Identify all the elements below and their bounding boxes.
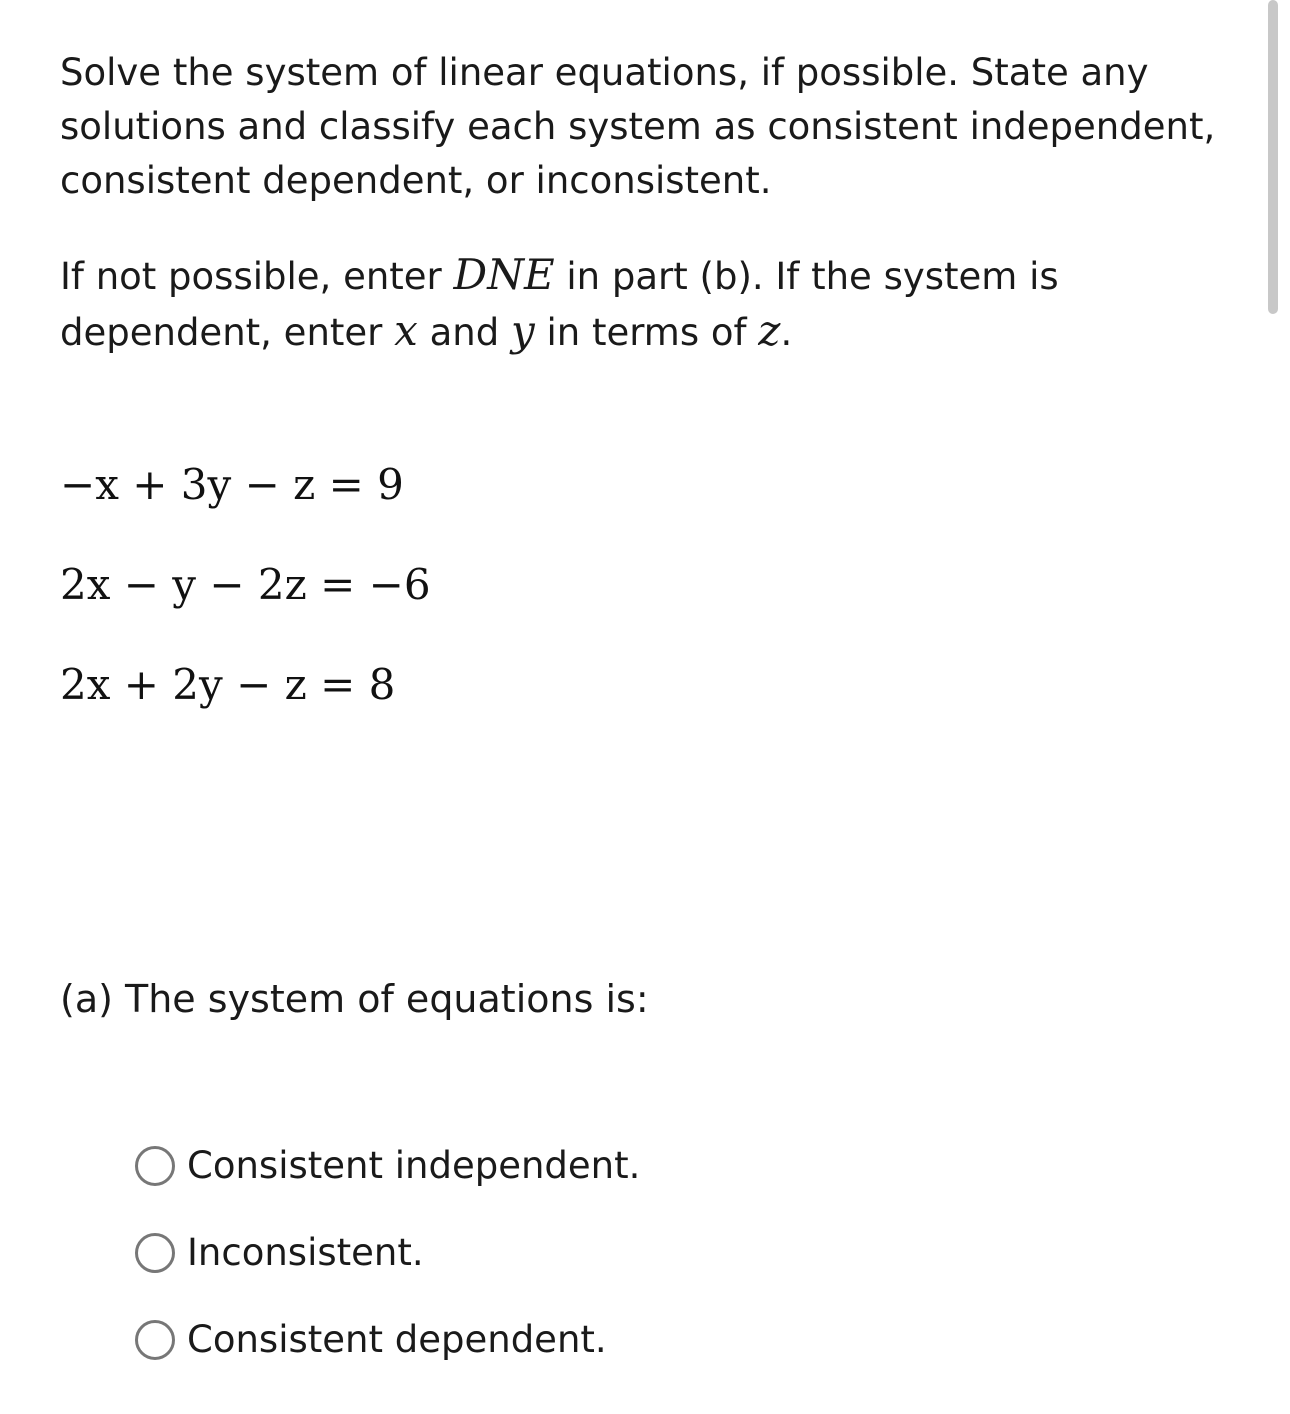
equation-2: 2x − y − 2z = −6 xyxy=(60,560,431,609)
equation-3: 2x + 2y − z = 8 xyxy=(60,660,396,709)
question-area xyxy=(60,46,1250,360)
dne-symbol: DNE xyxy=(453,250,555,299)
option-consistent-dependent[interactable] xyxy=(135,1296,640,1383)
question-instructions: Solve the system of linear equations, if possible. State any solutions and classify each system as consistent independent, consistent dependent, or inconsistent. xyxy=(60,51,1216,202)
note-text-4: in terms of xyxy=(534,311,759,354)
radio-button[interactable] xyxy=(135,1233,175,1273)
note-text-5: . xyxy=(780,311,793,354)
option-label[interactable]: Inconsistent. xyxy=(187,1230,424,1274)
option-inconsistent[interactable] xyxy=(135,1209,640,1296)
note-text-1: If not possible, enter xyxy=(60,255,454,298)
note-text-3: and xyxy=(417,311,511,354)
question-note xyxy=(60,248,1250,360)
z-symbol: z xyxy=(758,306,781,355)
equation-system xyxy=(60,455,431,755)
option-label[interactable]: Consistent dependent. xyxy=(187,1317,607,1361)
x-symbol: x xyxy=(394,306,418,355)
scrollbar[interactable] xyxy=(1268,0,1278,314)
option-consistent-independent[interactable] xyxy=(135,1122,640,1209)
radio-button[interactable] xyxy=(135,1146,175,1186)
radio-button[interactable] xyxy=(135,1320,175,1360)
option-label[interactable]: Consistent independent. xyxy=(187,1143,641,1187)
part-a-prompt: (a) The system of equations is: xyxy=(60,977,649,1021)
y-symbol: y xyxy=(510,306,535,355)
classification-options xyxy=(135,1122,640,1383)
equation-1: −x + 3y − z = 9 xyxy=(60,460,404,509)
note-text-2: in part (b). If the system is dependent, enter xyxy=(60,255,1059,354)
